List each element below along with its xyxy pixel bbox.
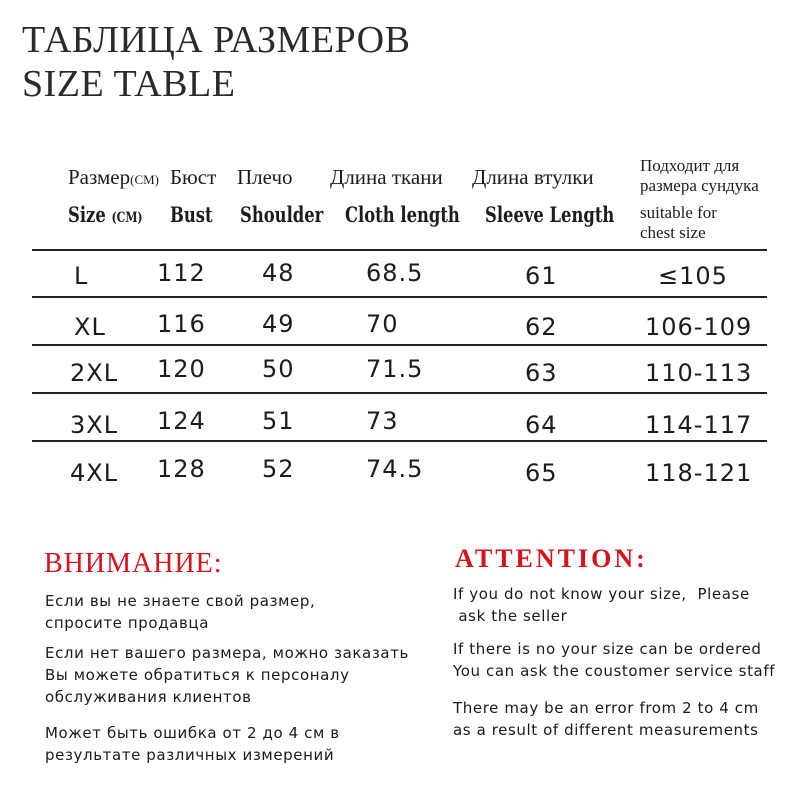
header-size-ru: Размер(CM) — [68, 165, 159, 189]
attention-en-line: as a result of different measurements — [453, 721, 759, 739]
cell-size: L — [74, 262, 89, 290]
cell-bust: 116 — [157, 310, 206, 338]
cell-shoulder: 51 — [262, 407, 295, 435]
cell-size: 4XL — [70, 459, 119, 487]
cell-chest: 118-121 — [645, 459, 753, 487]
attention-en-line: If you do not know your size, Please — [453, 585, 750, 603]
table-rule — [32, 392, 767, 394]
attention-en-line: You can ask the coustomer service staff — [453, 662, 776, 680]
cell-sleeve-length: 64 — [525, 411, 558, 439]
cell-bust: 120 — [157, 355, 206, 383]
attention-ru-heading: ВНИМАНИЕ: — [44, 548, 223, 579]
table-rule — [32, 296, 767, 298]
attention-ru-line: Вы можете обратиться к персоналу — [45, 666, 350, 684]
cell-shoulder: 48 — [262, 259, 295, 287]
attention-ru-line: результате различных измерений — [45, 746, 335, 764]
header-sleeve-length-ru: Длина втулки — [472, 165, 594, 189]
attention-ru-line: Может быть ошибка от 2 до 4 см в — [45, 724, 340, 742]
cell-chest: ≤105 — [658, 262, 728, 290]
table-rule — [32, 249, 767, 251]
header-chest-en-line1: suitable for — [640, 203, 717, 222]
table-rule — [32, 344, 767, 346]
cell-shoulder: 49 — [262, 310, 295, 338]
cell-bust: 128 — [157, 455, 206, 483]
cell-size: 3XL — [70, 411, 119, 439]
header-chest-ru-line1: Подходит для — [640, 156, 740, 175]
attention-ru-line: Если вы не знаете свой размер, — [45, 592, 316, 610]
header-shoulder-en: Shoulder — [240, 202, 324, 227]
header-sleeve-length-en: Sleeve Length — [485, 202, 615, 227]
cell-chest: 114-117 — [645, 411, 753, 439]
cell-size: XL — [74, 313, 106, 341]
attention-ru-line: обслуживания клиентов — [45, 688, 252, 706]
cell-bust: 124 — [157, 407, 206, 435]
cell-cloth-length: 70 — [366, 310, 399, 338]
header-cloth-length-en: Cloth length — [345, 202, 460, 227]
cell-shoulder: 52 — [262, 455, 295, 483]
attention-en-line: There may be an error from 2 to 4 cm — [453, 699, 759, 717]
header-shoulder-ru: Плечо — [237, 165, 293, 189]
header-cloth-length-ru: Длина ткани — [330, 165, 443, 189]
cell-chest: 106-109 — [645, 313, 753, 341]
title-en: SIZE TABLE — [22, 63, 236, 105]
cell-sleeve-length: 63 — [525, 359, 558, 387]
cell-cloth-length: 73 — [366, 407, 399, 435]
cell-sleeve-length: 65 — [525, 459, 558, 487]
attention-en-line: ask the seller — [453, 607, 568, 625]
header-size-en: Size (CM) — [68, 202, 143, 227]
cell-cloth-length: 74.5 — [366, 455, 424, 483]
attention-en-line: If there is no your size can be ordered — [453, 640, 762, 658]
cell-sleeve-length: 61 — [525, 262, 558, 290]
title-ru: ТАБЛИЦА РАЗМЕРОВ — [22, 19, 411, 61]
attention-ru-line: спросите продавца — [45, 614, 209, 632]
cell-bust: 112 — [157, 259, 206, 287]
cell-sleeve-length: 62 — [525, 313, 558, 341]
cell-cloth-length: 68.5 — [366, 259, 424, 287]
cell-cloth-length: 71.5 — [366, 355, 424, 383]
header-bust-ru: Бюст — [170, 165, 217, 189]
header-bust-en: Bust — [170, 202, 213, 227]
header-chest-ru-line2: размера сундука — [640, 176, 759, 195]
table-rule — [32, 440, 767, 442]
header-chest-en-line2: chest size — [640, 223, 706, 242]
attention-ru-line: Если нет вашего размера, можно заказать — [45, 644, 409, 662]
attention-en-heading: ATTENTION: — [455, 544, 648, 573]
cell-size: 2XL — [70, 359, 119, 387]
cell-shoulder: 50 — [262, 355, 295, 383]
cell-chest: 110-113 — [645, 359, 753, 387]
